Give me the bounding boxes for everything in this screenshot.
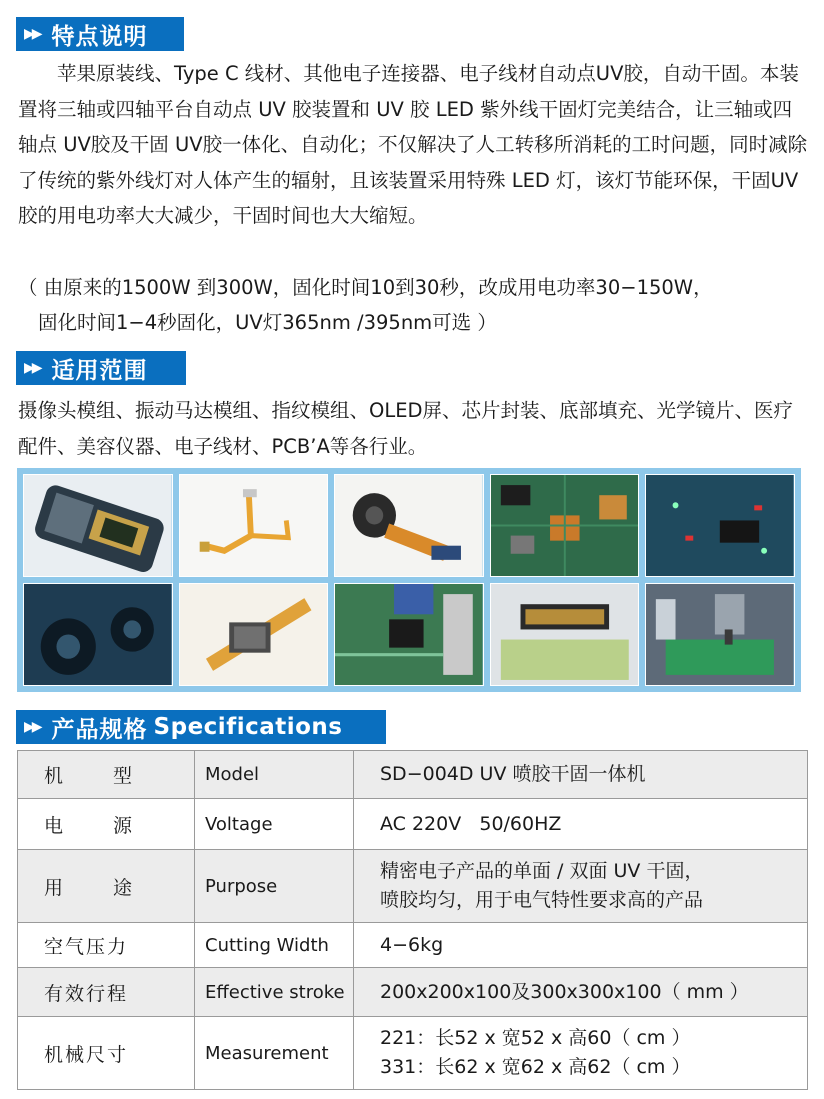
spec-label-char: 用 bbox=[44, 876, 66, 899]
specifications-table bbox=[17, 750, 808, 1090]
features-note-line1: （ 由原来的1500W 到300W，固化时间10到30秒，改成用电功率30−150W， bbox=[18, 276, 713, 299]
features-note bbox=[18, 270, 808, 340]
spec-value-line: 精密电子产品的单面 / 双面 UV 干固， bbox=[380, 860, 704, 882]
spec-value-line: 331：长62 x 宽62 x 高62（ cm ） bbox=[380, 1056, 691, 1078]
table-row bbox=[18, 850, 808, 923]
photo-camera-module bbox=[334, 474, 484, 577]
scope-heading: 适用范围 bbox=[51, 357, 148, 384]
spec-value-line: 221：长52 x 宽52 x 高60（ cm ） bbox=[380, 1027, 691, 1049]
application-photo-gallery bbox=[17, 468, 801, 692]
table-row bbox=[18, 1017, 808, 1090]
spec-value-line: AC 220V 50/60HZ bbox=[380, 812, 562, 835]
spec-value bbox=[354, 751, 808, 799]
spec-label-char: 途 bbox=[112, 876, 134, 899]
photo-camera-lenses bbox=[23, 583, 173, 686]
spec-value bbox=[354, 968, 808, 1017]
spec-label-en: Effective stroke bbox=[195, 968, 354, 1017]
spec-value-line: 200x200x100及300x300x100（ mm ） bbox=[380, 980, 749, 1003]
spec-label-en: Cutting Width bbox=[195, 923, 354, 968]
section-header-specs bbox=[16, 710, 386, 744]
spec-value-line: SD−004D UV 喷胶干固一体机 bbox=[380, 763, 646, 785]
specs-heading-en: Specifications bbox=[153, 714, 343, 740]
scope-text: 摄像头模组、振动马达模组、指纹模组、OLED屏、芯片封装、底部填充、光学镜片、医疗配件、美容仪器、电子线材、PCB’A等各行业。 bbox=[18, 399, 794, 458]
spec-label-char: 电 bbox=[44, 814, 66, 837]
photo-green-pcb bbox=[490, 474, 640, 577]
table-row bbox=[18, 799, 808, 850]
spec-value-line: 喷胶均匀，用于电气特性要求高的产品 bbox=[380, 889, 704, 911]
photo-dispensing-machine bbox=[645, 583, 795, 686]
spec-value bbox=[354, 850, 808, 923]
photo-fingerprint-module bbox=[179, 583, 329, 686]
features-heading: 特点说明 bbox=[51, 23, 148, 50]
features-note-line2: 固化时间1−4秒固化，UV灯365nm /395nm可选 ） bbox=[38, 311, 497, 334]
spec-label-cn bbox=[18, 799, 195, 850]
features-paragraph-text: 苹果原装线、Type C 线材、其他电子连接器、电子线材自动点UV胶，自动干固。本装置将三轴或四轴平台自动点 UV 胶装置和 UV 胶 LED 紫外线干固灯完美结合，让三轴或四轴点 UV胶及干固 UV胶一体化、自动化；不仅解决了人工转移所消耗的工时问题，同时减除了传统的紫外线灯对人体产生的辐射，且该装置采用特殊 LED 灯，该灯节能环保，干固UV胶的用电功率大大减少，干固时间也大大缩短。 bbox=[18, 62, 808, 227]
spec-label-en: Measurement bbox=[195, 1017, 354, 1090]
table-row bbox=[18, 923, 808, 968]
spec-label-char: 型 bbox=[112, 765, 134, 787]
double-chevron-right-icon: ▶▶ bbox=[24, 719, 40, 735]
section-header-features bbox=[16, 17, 184, 51]
spec-label-char: 机 bbox=[44, 765, 66, 787]
table-row bbox=[18, 968, 808, 1017]
spec-label-char: 源 bbox=[112, 814, 134, 837]
spec-value bbox=[354, 799, 808, 850]
specs-heading-cn: 产品规格 bbox=[51, 716, 148, 743]
double-chevron-right-icon: ▶▶ bbox=[24, 26, 40, 42]
spec-value bbox=[354, 1017, 808, 1090]
spec-value-line: 4−6kg bbox=[380, 933, 444, 956]
double-chevron-right-icon: ▶▶ bbox=[24, 360, 40, 376]
spec-label-en: Purpose bbox=[195, 850, 354, 923]
spec-label-cn: 空气压力 bbox=[18, 923, 195, 968]
section-header-scope bbox=[16, 351, 186, 385]
spec-value bbox=[354, 923, 808, 968]
spec-label-en: Model bbox=[195, 751, 354, 799]
table-row bbox=[18, 751, 808, 799]
photo-chip-board bbox=[645, 474, 795, 577]
spec-label-cn bbox=[18, 751, 195, 799]
spec-label-cn: 机械尺寸 bbox=[18, 1017, 195, 1090]
photo-fpc-connector bbox=[490, 583, 640, 686]
features-paragraph bbox=[18, 56, 808, 234]
photo-flex-cable bbox=[179, 474, 329, 577]
spec-label-cn bbox=[18, 850, 195, 923]
photo-phone-board bbox=[23, 474, 173, 577]
photo-connector-pcb bbox=[334, 583, 484, 686]
spec-label-cn: 有效行程 bbox=[18, 968, 195, 1017]
spec-label-en: Voltage bbox=[195, 799, 354, 850]
